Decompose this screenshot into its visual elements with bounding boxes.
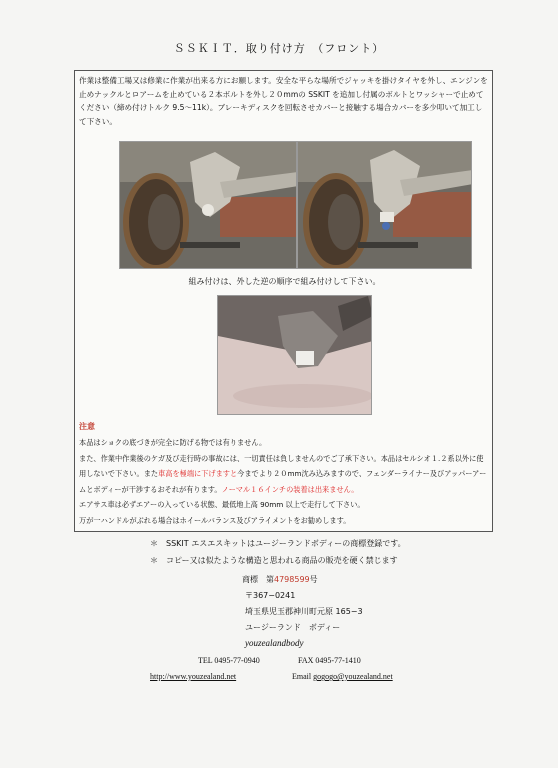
photo-after — [297, 141, 472, 269]
tel: TEL 0495-77-0940 — [198, 656, 260, 665]
notes-list — [79, 435, 489, 529]
photo-caption: 組み付けは、外した逆の順序で組み付けして下さい。 — [188, 277, 381, 286]
suspension-photo-right — [298, 142, 472, 269]
website-link[interactable]: http://www.youzealand.net — [150, 672, 237, 681]
note-1: 本品はショクの底づきが完全に防げる物では有りません。 — [79, 438, 267, 447]
trademark-prefix: 商標 第 — [242, 575, 274, 584]
note-2-warning: 車高を極端に下げますと — [158, 469, 238, 479]
trademark-number — [242, 574, 318, 585]
note-4: 万が一ハンドルがぶれる場合はホイールバランス及びアライメントをお勧めします。 — [79, 515, 351, 525]
company-name-en: youzealandbody — [245, 638, 304, 648]
fax: FAX 0495-77-1410 — [298, 656, 361, 665]
page-title: ＳＳＫＩＴ．取り付け方 （フロント） — [173, 42, 385, 55]
note-3: エアサス車は必ずエアーの入っている状態、最低地上高 90mm 以上で走行して下さい。 — [79, 500, 365, 510]
content-box — [74, 70, 493, 532]
email-row — [292, 672, 393, 681]
suspension-photo-detail — [218, 296, 372, 415]
photo-before — [119, 141, 297, 269]
company-name-jp: ユージーランド ボディー — [245, 623, 341, 632]
photo-detail — [217, 295, 372, 415]
notes-title: 注意 — [79, 422, 95, 431]
email-label: Email — [292, 672, 312, 681]
trademark-digits: 4798599 — [274, 575, 310, 584]
email-link[interactable]: gogogo@youzealand.net — [313, 672, 393, 681]
note-2 — [79, 451, 489, 498]
intro-paragraph: 作業は整備工場又は修業に作業が出来る方にお願します。安全な平らな場所でジャッキを掛けタイヤを外し、エンジンを止めナックルとロアームを止めている２本ボルトを外し２０mmの SSKIT を追加し付属のボルトとワッシャーで止めてください（締め付けトルク 9.5〜11k）。ブレーキディスクを回転させカバーと接触する場合カバーを多少叩いて加工して下さい。 — [79, 76, 488, 126]
note-2-text-b: 今までより２０mm沈み込みますので、フェンダーライナー及びアッパーアームとボディーが干渉するおそれが有ります。 — [79, 469, 487, 494]
suspension-photo-left — [120, 142, 297, 269]
trademark-suffix: 号 — [309, 575, 318, 584]
zip-code: 〒367−0241 — [245, 591, 296, 600]
note-2-text: また、作業中作業後のケガ及び走行時の事故には、一切責任は負しませんのでご了承下さい。本品はセルシオ１.２系以外に使用しないで下さい。また — [79, 453, 484, 479]
note-2-warning-b: ノーマル１６インチの装着は出来ません。 — [221, 484, 359, 494]
address: 埼玉県児玉郡神川町元原 165−3 — [245, 607, 363, 616]
trademark-notice: ＊ SSKIT エスエスキットはユージーランドボディーの商標登録です。 — [150, 539, 406, 548]
copy-prohibition: ＊ コピー又は似たような構造と思われる商品の販売を硬く禁じます — [150, 556, 398, 565]
